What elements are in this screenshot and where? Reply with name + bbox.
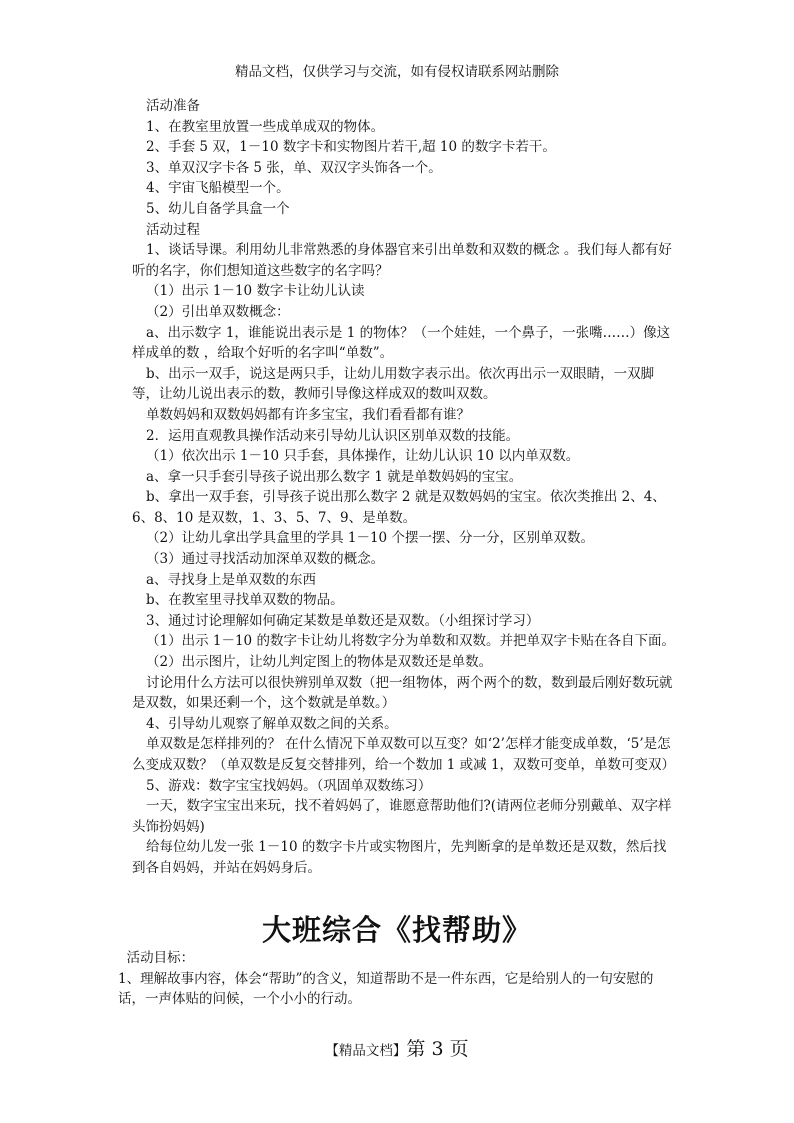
paragraph: 4、引导幼儿观察了解单双数之间的关系。 — [146, 715, 398, 732]
paragraph: 2、手套 5 双，1－10 数字卡和实物图片若干,超 10 的数字卡若干。 — [146, 139, 556, 156]
paragraph: 5、游戏：数字宝宝找妈妈。（巩固单双数练习） — [146, 777, 432, 794]
paragraph: b、拿出一双手套，引导孩子说出那么数字 2 就是双数妈妈的宝宝。依次类推出 2、4、6、8、10 是双数，1、3、5、7、9、是单数。 — [132, 489, 666, 526]
paragraph: 2．运用直观教具操作活动来引导幼儿认识区别单双数的技能。 — [146, 427, 520, 444]
paragraph: a、寻找身上是单双数的东西 — [146, 571, 317, 588]
paragraph: （1）依次出示 1－10 只手套，具体操作，让幼儿认识 10 以内单双数。 — [146, 448, 580, 465]
paragraph: 1、在教室里放置一些成单成双的物体。 — [146, 118, 385, 135]
page-header: 精品文档，仅供学习与交流，如有侵权请联系网站删除 — [235, 64, 559, 80]
section-title: 大班综合《找帮助》 — [261, 913, 532, 947]
paragraph: （2）让幼儿拿出学具盒里的学具 1－10 个摆一摆、分一分，区别单双数。 — [146, 530, 594, 547]
paragraph: （1）出示 1－10 的数字卡让幼儿将数字分为单数和双数。并把单双字卡贴在各自下面。 — [146, 633, 675, 650]
paragraph: 1、谈话导课。利用幼儿非常熟悉的身体器官来引出单数和双数的概念 。我们每人都有好听的名字，你们想知道这些数字的名字吗？ — [132, 242, 672, 279]
paragraph: 3、通过讨论理解如何确定某数是单数还是双数。（小组探讨学习） — [146, 612, 540, 629]
paragraph: b、出示一双手，说这是两只手，让幼儿用数字表示出。依次再出示一双眼睛，一双脚等，让幼儿说出表示的数，教师引导像这样成双的数叫双数。 — [132, 365, 655, 403]
paragraph: （1）出示 1－10 数字卡让幼儿认读 — [146, 283, 365, 300]
section-body — [118, 948, 678, 1010]
paragraph: a、出示数字 1，谁能说出表示是 1 的物体？（一个娃娃，一个鼻子，一张嘴……）像这样成单的数 ，给取个好听的名字叫“单数”。 — [132, 324, 671, 362]
paragraph: （2）引出单双数概念： — [146, 303, 290, 320]
page-footer — [0, 1034, 794, 1061]
paragraph: 一天，数字宝宝出来玩，找不着妈妈了，谁愿意帮助他们?(请两位老师分别戴单、双字样头饰扮妈妈) — [132, 798, 672, 835]
paragraph: 3、单双汉字卡各 5 张，单、双汉字头饰各一个。 — [146, 159, 442, 176]
paragraph: 给每位幼儿发一张 1－10 的数字卡片或实物图片，先判断拿的是单数还是双数，然后找到各自妈妈，并站在妈妈身后。 — [132, 839, 667, 876]
paragraph: 活动过程 — [146, 221, 200, 238]
paragraph: 单数妈妈和双数妈妈都有许多宝宝，我们看看都有谁？ — [146, 406, 470, 423]
paragraph: 活动准备 — [146, 98, 200, 114]
paragraph: 单双数是怎样排列的？ 在什么情况下单双数可以互变？如‘2’怎样才能变成单数，‘5’是怎么变成双数？（单双数是反复交替排列，给一个数加 1 或减 1，双数可变单，单数可变双） — [132, 736, 676, 773]
paragraph: （2）出示图片，让幼儿判定图上的物体是双数还是单数。 — [146, 654, 493, 671]
paragraph: 讨论用什么方法可以很快辨别单双数（把一组物体，两个两个的数，数到最后刚好数玩就是双数，如果还剩一个，这个数就是单数。） — [132, 674, 673, 712]
paragraph: a、拿一只手套引导孩子说出那么数字 1 就是单数妈妈的宝宝。 — [146, 468, 523, 485]
paragraph: 5、幼儿自备学具盒一个 — [146, 200, 290, 217]
document-body — [118, 96, 678, 879]
page-number: 第 3 页 — [406, 1038, 469, 1060]
paragraph: b、在教室里寻找单双数的物品。 — [146, 592, 344, 609]
paragraph: 1、理解故事内容，体会“帮助”的含义，知道帮助不是一件东西，它是给别人的一句安慰的话，一声体贴的问候，一个小小的行动。 — [118, 970, 654, 1008]
footer-label: 【精品文档】 — [325, 1043, 407, 1059]
paragraph: 4、宇宙飞船模型一个。 — [146, 180, 290, 197]
paragraph: 活动目标： — [118, 950, 195, 966]
paragraph: （3）通过寻找活动加深单双数的概念。 — [146, 551, 385, 568]
